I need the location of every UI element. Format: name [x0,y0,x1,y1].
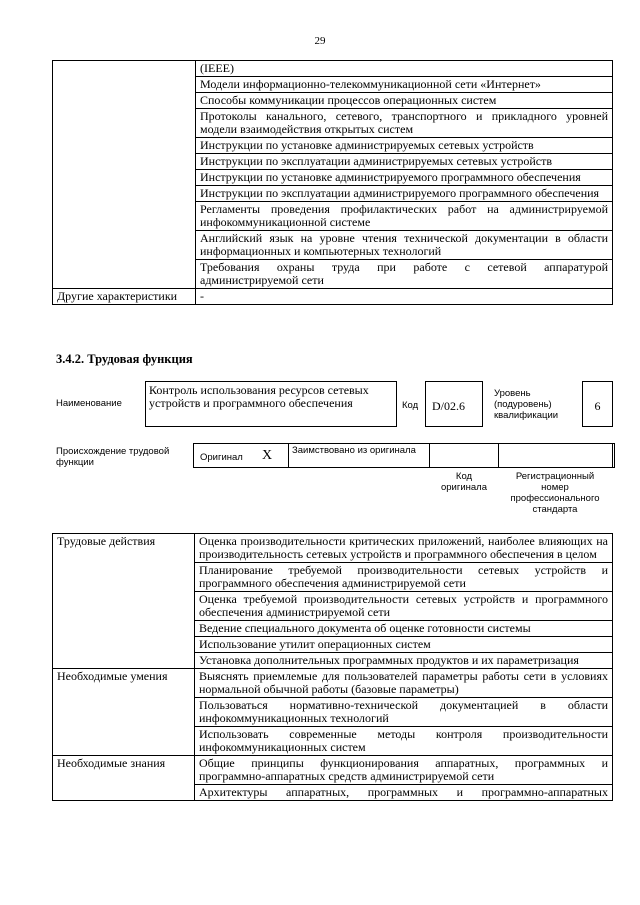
table-cell: Требования охраны труда при работе с сетевой аппаратурой администрируемой сети [196,260,613,289]
table-row [53,289,613,305]
table-row [53,669,613,698]
other-characteristics-label: Другие характеристики [53,289,196,305]
table-cell: Оценка требуемой производительности сетевых устройств и программного обеспечения администрируемой сети [195,592,613,621]
original-label: Оригинал [200,452,243,463]
table-cell: Регламенты проведения профилактических работ на администрируемой инфокоммуникационной системе [196,202,613,231]
table-cell: Способы коммуникации процессов операционных систем [196,93,613,109]
table-cell: Модели информационно-телекоммуникационной сети «Интернет» [196,77,613,93]
table-cell: Общие принципы функционирования аппаратных, программных и программно-аппаратных средств администрируемой сети [195,756,613,785]
page-number: 29 [314,35,326,47]
level-value: 6 [594,399,601,413]
table-cell: Использование утилит операционных систем [195,637,613,653]
table-row [53,61,613,77]
table-cell: Инструкции по установке администрируемого программного обеспечения [196,170,613,186]
level-box [582,381,613,427]
table-cell: Оценка производительности критических приложений, наиболее влияющих на производительность сетевых устройств и программного обеспечения в целом [195,534,613,563]
name-label: Наименование [56,398,122,409]
table-cell: Протоколы канального, сетевого, транспортного и прикладного уровней модели взаимодействия открытых систем [196,109,613,138]
level-label: Уровень (подуровень) квалификации [494,388,559,421]
section-heading: 3.4.2. Трудовая функция [56,352,193,366]
table-cell: Инструкции по установке администрируемых сетевых устройств [196,138,613,154]
labor-actions-label: Трудовые действия [53,534,195,669]
table-cell-empty-label [53,61,196,289]
table-row [53,756,613,785]
table-cell: Английский язык на уровне чтения технической документации в области информационных и компьютерных технологий [196,231,613,260]
table-row [53,534,613,563]
table-cell: Выяснять приемлемые для пользователей параметры работы сети в условиях нормальной обычной работы (базовые параметры) [195,669,613,698]
required-knowledge-label: Необходимые знания [53,756,195,801]
table-cell: Пользоваться нормативно-технической документацией в области инфокоммуникационных технологий [195,698,613,727]
borrowed-label: Заимствовано из оригинала [292,445,416,456]
knowledge-continuation-table [52,60,613,305]
table-cell: Планирование требуемой производительности сетевых устройств и программного обеспечения администрируемой сети [195,563,613,592]
origin-row [193,443,613,468]
table-cell: Использовать современные методы контроля производительности инфокоммуникационных систем [195,727,613,756]
function-code-box [425,381,483,427]
original-cell [193,443,289,468]
borrowed-cell [288,443,430,468]
function-name-value: Контроль использования ресурсов сетевых устройств и программного обеспечения [149,383,369,410]
table-cell: Архитектуры аппаратных, программных и программно-аппаратных [195,785,613,801]
reg-number-caption: Регистрационный номер профессионального стандарта [510,471,600,515]
blank-cell [498,443,615,468]
table-cell: Установка дополнительных программных продуктов и их параметризация [195,653,613,669]
function-code-value: D/02.6 [432,399,465,413]
blank-cell [429,443,499,468]
function-details-table [52,533,613,801]
origin-label: Происхождение трудовой функции [56,446,170,468]
table-cell: Инструкции по эксплуатации администрируемых сетевых устройств [196,154,613,170]
function-name-box [145,381,397,427]
required-skills-label: Необходимые умения [53,669,195,756]
other-characteristics-value: - [196,289,613,305]
original-mark: X [262,448,273,463]
table-cell: Инструкции по эксплуатации администрируемого программного обеспечения [196,186,613,202]
code-original-caption: Код оригинала [440,471,487,493]
table-cell: (IEEE) [196,61,613,77]
code-label: Код [402,400,419,411]
table-cell: Ведение специального документа об оценке готовности системы [195,621,613,637]
